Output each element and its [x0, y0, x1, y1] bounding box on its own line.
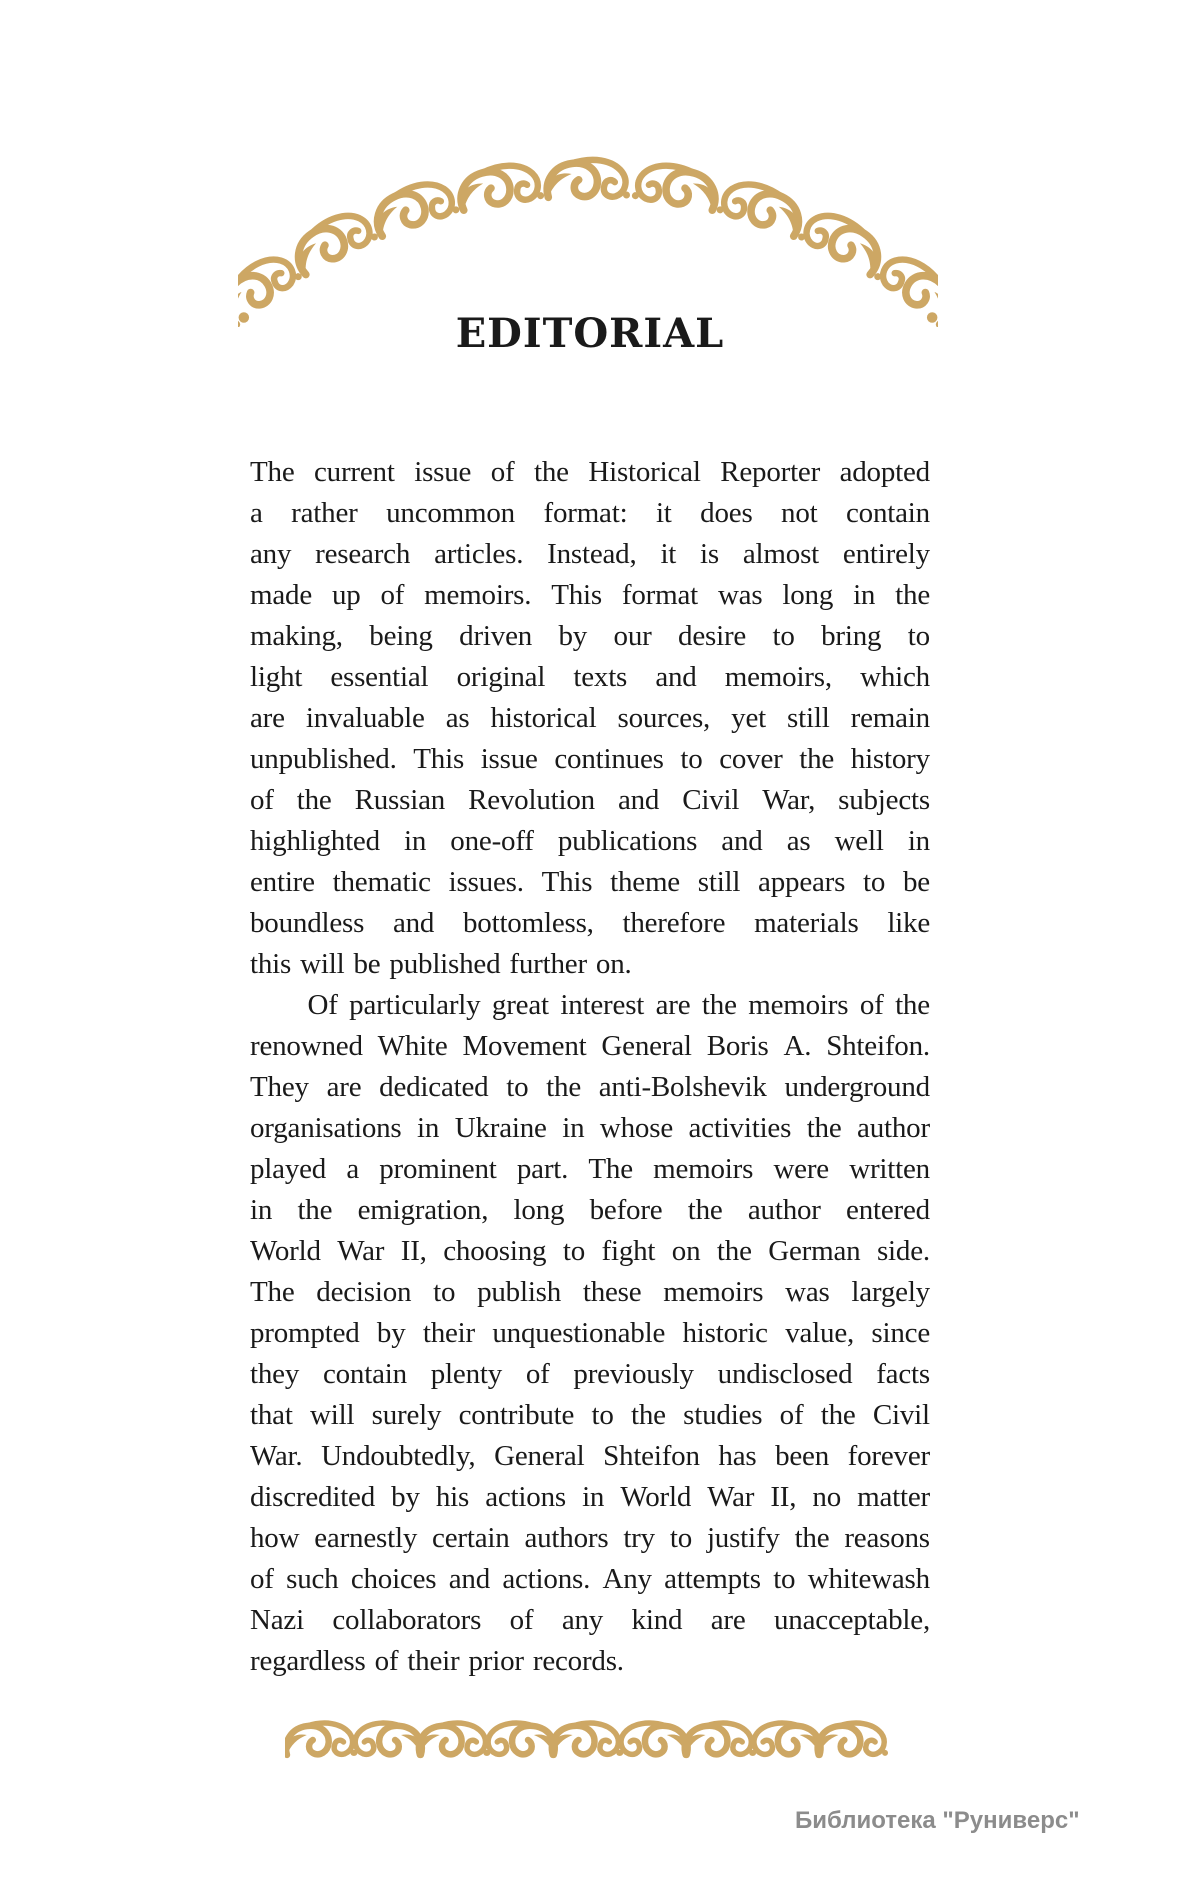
- text-line: any research articles. Instead, it is almost entirely: [250, 538, 930, 570]
- text-line: organisations in Ukraine in whose activities the author: [250, 1112, 930, 1144]
- text-line: entire thematic issues. This theme still appears to be: [250, 866, 930, 898]
- page-title: EDITORIAL: [455, 310, 725, 357]
- text-line: The decision to publish these memoirs was largely: [250, 1276, 930, 1308]
- text-line: making, being driven by our desire to bring to: [250, 620, 930, 652]
- text-line: War. Undoubtedly, General Shteifon has been forever: [250, 1440, 930, 1472]
- text-line: regardless of their prior records.: [250, 1645, 624, 1677]
- text-line: The current issue of the Historical Reporter adopted: [250, 456, 930, 488]
- text-line: a rather uncommon format: it does not contain: [250, 497, 930, 529]
- text-line: Of particularly great interest are the memoirs of the: [307, 989, 930, 1021]
- text-line: renowned White Movement General Boris A. Shteifon.: [250, 1030, 930, 1062]
- text-line: played a prominent part. The memoirs were written: [250, 1153, 930, 1185]
- text-line: unpublished. This issue continues to cover the history: [250, 743, 930, 775]
- text-line: that will surely contribute to the studies of the Civil: [250, 1399, 930, 1431]
- paragraph: [250, 985, 930, 1682]
- body-text: [250, 452, 930, 1682]
- text-line: of such choices and actions. Any attempts to whitewash: [250, 1563, 930, 1595]
- text-line: are invaluable as historical sources, yet still remain: [250, 702, 930, 734]
- text-line: made up of memoirs. This format was long in the: [250, 579, 930, 611]
- text-line: of the Russian Revolution and Civil War, subjects: [250, 784, 930, 816]
- text-line: They are dedicated to the anti-Bolshevik underground: [250, 1071, 930, 1103]
- ornament-arc-icon: [238, 140, 938, 327]
- text-line: Nazi collaborators of any kind are unacceptable,: [250, 1604, 930, 1636]
- ornament-band-icon: [285, 1712, 890, 1768]
- paragraph: [250, 452, 930, 985]
- text-line: discredited by his actions in World War II, no matter: [250, 1481, 930, 1513]
- text-line: highlighted in one-off publications and as well in: [250, 825, 930, 857]
- text-line: World War II, choosing to fight on the German side.: [250, 1235, 930, 1267]
- text-line: they contain plenty of previously undisclosed facts: [250, 1358, 930, 1390]
- text-line: in the emigration, long before the author entered: [250, 1194, 930, 1226]
- text-line: boundless and bottomless, therefore materials like: [250, 907, 930, 939]
- text-line: prompted by their unquestionable historic value, since: [250, 1317, 930, 1349]
- library-watermark: Библиотека "Руниверс": [795, 1807, 1080, 1834]
- text-line: how earnestly certain authors try to justify the reasons: [250, 1522, 930, 1554]
- text-line: this will be published further on.: [250, 948, 632, 980]
- text-line: light essential original texts and memoirs, which: [250, 661, 930, 693]
